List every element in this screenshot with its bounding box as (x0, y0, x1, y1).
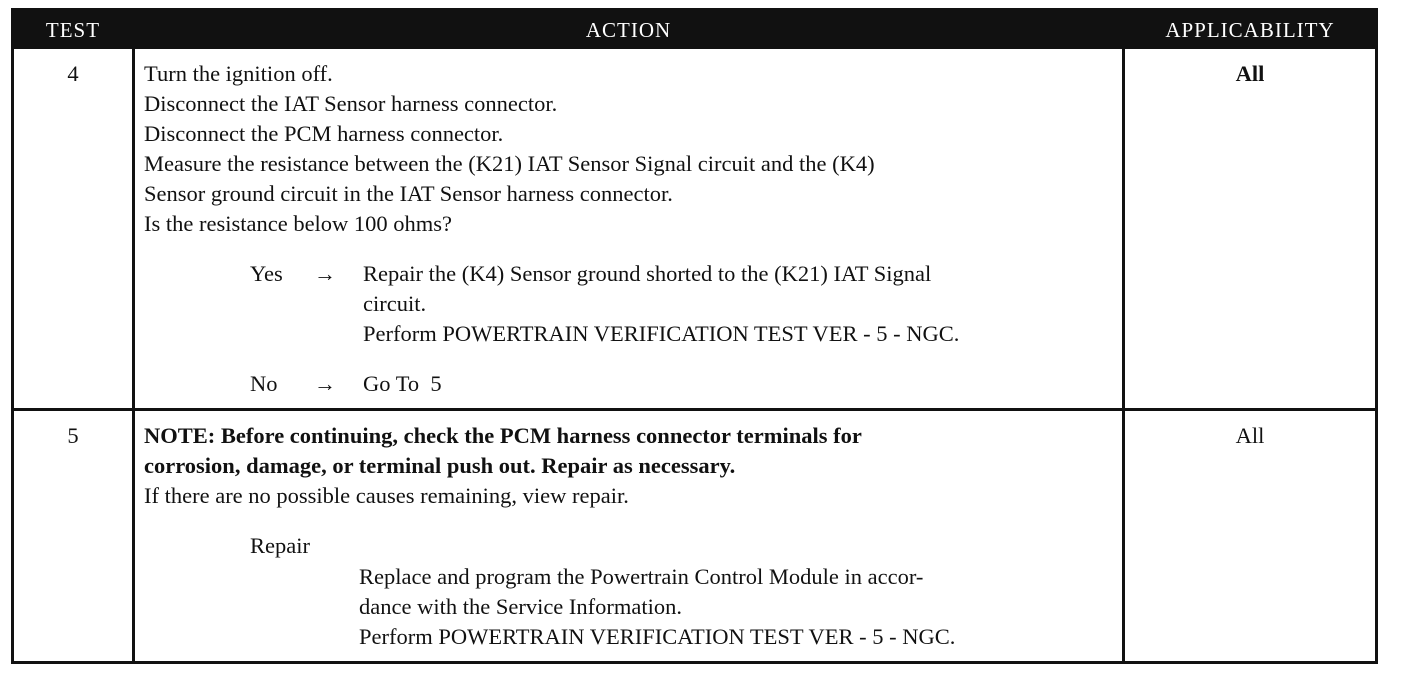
applicability-value: All (1235, 61, 1265, 86)
yes-result-line: circuit. (363, 291, 427, 316)
action-line: Turn the ignition off. (144, 61, 333, 86)
right-arrow-icon: → (314, 261, 336, 286)
test-number: 4 (67, 61, 79, 86)
table-header (14, 11, 1375, 49)
repair-line: Perform POWERTRAIN VERIFICATION TEST VER - 5 - NGC. (359, 624, 956, 649)
no-label: No (250, 371, 278, 396)
row-divider (14, 408, 1375, 411)
yes-result-line: Repair the (K4) Sensor ground shorted to the (K21) IAT Signal (363, 261, 932, 286)
action-line: Measure the resistance between the (K21) IAT Sensor Signal circuit and the (K4) (144, 151, 875, 176)
right-arrow-icon: → (314, 371, 336, 396)
applicability-value: All (1235, 423, 1265, 448)
column-divider (1122, 11, 1125, 661)
action-line: Disconnect the IAT Sensor harness connector. (144, 91, 558, 116)
note-line: NOTE: Before continuing, check the PCM harness connector terminals for (144, 423, 862, 448)
diagnostic-table (11, 8, 1378, 664)
repair-label: Repair (250, 533, 310, 558)
go-to-link[interactable]: Go To 5 (363, 371, 442, 396)
action-line: Is the resistance below 100 ohms? (144, 211, 453, 236)
column-divider (132, 11, 135, 661)
header-applicability: APPLICABILITY (1165, 18, 1335, 42)
header-test: TEST (45, 18, 101, 42)
repair-line: dance with the Service Information. (359, 594, 683, 619)
header-action: ACTION (585, 18, 672, 42)
repair-line: Replace and program the Powertrain Control Module in accor- (359, 564, 924, 589)
note-line: corrosion, damage, or terminal push out. Repair as necessary. (144, 453, 736, 478)
yes-result-line: Perform POWERTRAIN VERIFICATION TEST VER - 5 - NGC. (363, 321, 960, 346)
yes-label: Yes (250, 261, 283, 286)
action-line: If there are no possible causes remaining, view repair. (144, 483, 629, 508)
action-line: Sensor ground circuit in the IAT Sensor harness connector. (144, 181, 673, 206)
test-number: 5 (67, 423, 79, 448)
action-line: Disconnect the PCM harness connector. (144, 121, 504, 146)
